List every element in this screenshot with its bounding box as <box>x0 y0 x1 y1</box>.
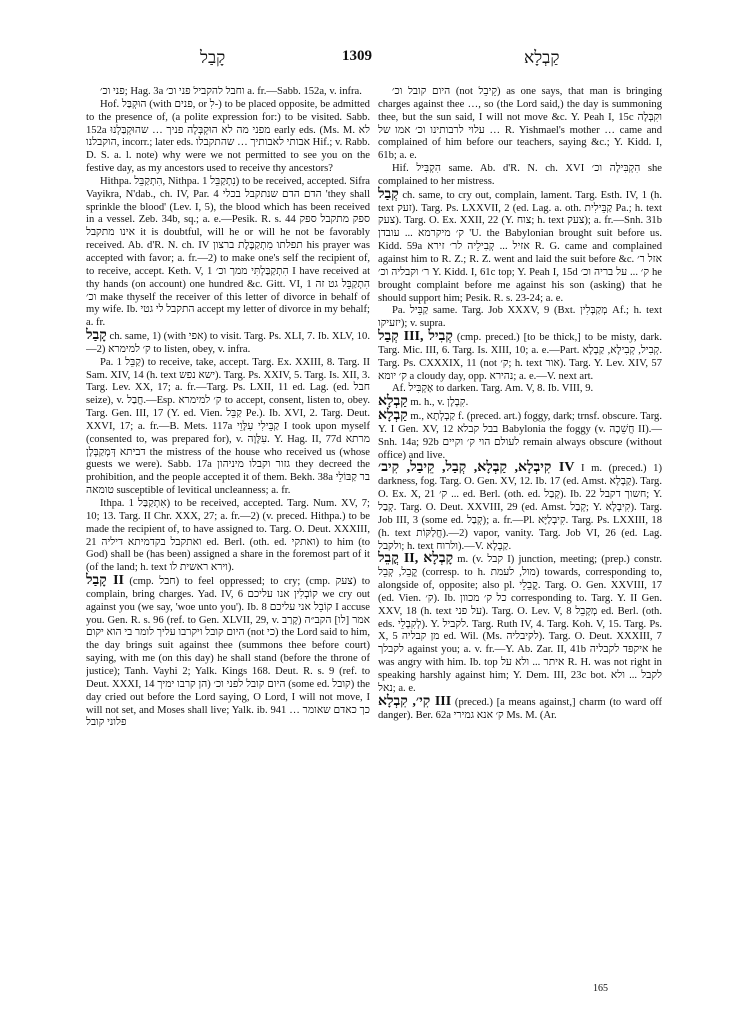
entry-headword: קְבַל III, קְבִיל <box>378 329 453 345</box>
dictionary-entry <box>378 462 662 553</box>
entry-text: m., קַבְלְתָא f. (preced. art.) foggy, dark; trnsf. obscure. Targ. Y. I Gen. XV, 12 בבל קבלא Babylonia the foggy (v. חֲשֵׁכָה II).—Snh. 14a; 92b לעולם הוי ק׳ וקיים remain always obscure (without office) and live. <box>378 411 662 461</box>
entry-text: m. h., v. קִבְלָן. <box>407 397 469 409</box>
entry-paragraph <box>86 357 370 498</box>
dictionary-entry <box>378 396 662 410</box>
page-number: 1309 <box>342 48 372 64</box>
entry-headword: קַבְלָא <box>378 408 408 424</box>
header-headword-right: קַבְלָא <box>524 48 560 67</box>
dictionary-entry <box>378 693 662 723</box>
entry-text: Ithpa. אִתְקַבַּל 1) to be received, accepted. Targ. Num. XV, 7; 10; 13. Targ. II Chr. XXX, 27; a. fr.—2) (v. preced. Hithpa.) to be made the recipient of, to have assigned to. Targ. O. Deut. XXXIII, 21 ואתקבל בקדמיתא דיליה ed. Berl. (oth. ed. ואתקי) to him (to God) shall be (has been) assigned a share in the foremost part of it (of the land; h. text וירא ראשית לו). <box>86 498 370 574</box>
right-column <box>378 86 662 976</box>
entry-text: ch. same, 1) (with אפי) to visit. Targ. Ps. XLI, 7. Ib. XLV, 10.—2) ק׳ למימרא to listen, obey, v. infra. <box>86 331 370 355</box>
entry-paragraph <box>86 498 370 575</box>
entry-text: Af. אַקְבִּיל to darken. Targ. Am. V, 8. Ib. VIII, 9. <box>392 383 594 395</box>
entry-headword: קָבַל <box>86 328 107 344</box>
entry-text: פני וכ׳; Hag. 3a וחבל להקביל פני וכ׳ a. fr.—Sabb. 152a, v. infra. <box>100 86 362 97</box>
entry-text: ch. same, to cry out, complain, lament. Targ. Esth. IV, 1 (h. text זעק). Targ. Ps. LXXVII, 2 (ed. Lag. a. oth. קַבֵּילִית Pa.; h. text צעק). Targ. O. Ex. XXII, 22 (Y. צוח; h. text צעק); a. fr.—Snh. 31b ק׳ מיקרמא ... עובדן 'U. the Babylonian brought suit before us. Kidd. 59a אזיל ... קְבִילֵיה לר׳ זירא R. G. came and complained against him to R. Z.; R. Z. went and laid the suit before &c. אזל ר׳ ר׳ וקבליה וכ׳ Y. Kidd. I, 61c top; Y. Peah I, 15d ק׳ ... על בריה וכ׳ he brought complaint before me against his son (asking) that he should support him; Pesik. R. s. 23-24; a. e. <box>378 189 662 304</box>
entry-paragraph <box>378 163 662 189</box>
dictionary-entry <box>86 330 370 357</box>
entry-text: (cmp. preced.) [to be thick,] to be misty, dark. Targ. Mic. III, 6. Targ. Is. XIII, 10; a. e.—Part. קְבִיל, קְבִילָא, קַבְלָא. Targ. Ps. CXXXIX, 11 (not ק׳; h. text אור). Targ. Y. Lev. XIV, 57 ק׳ יומא a cloudy day, opp. נהירא; a. e.—V. next art. <box>378 332 662 382</box>
entry-paragraph <box>86 99 370 176</box>
entry-paragraph <box>86 86 370 99</box>
entry-text: היום קובל וכ׳ (not קֵיבֵל) as one says, that man is bringing charges against thee …, so (the Lord said,) the day is summoning thee, but the sun said, I will not move &c. Y. Peah I, 15c וקִבְּלָה עלוי לרבותינו וכ׳ אמו של … R. Yishmael's mother … came and complained of him before our teachers, saying &c.; Y. Kidd. I, 61b; a. e. <box>378 86 662 162</box>
entry-text: (cmp. חבל) to feel oppressed; to cry; (cmp. צעק) to complain, bring charges. Yad. IV, 6 קוֹבְלִין אנו עליכם we cry out against you (we say, 'woe unto you'). Ib. 8 קוֹבֵל אני עליכם I accuse you. Gen. R. s. 96 (ref. to Gen. XLVII, 29, v. קָרַב) אמר [לו] הקב״ה היום קובל ויקרבו עליך לומר בי הוא יקום (not כי) the Lord said to him, the day brings suit against thee (summons thee before court) saying, with me (on this day) he shall stand (before the throne of justice); Tanh. Vayhi 2; Yalk. Kings 168. Deut. R. s. 9 (ref. to Deut. XXXI, 14 הן קרבו ימיך) היום קובל לפני וכ׳ (some ed. קובל) the day cried out before the Lord saying, O Lord, I will not move, I will not set, and Moses shall live; Yalk. ib. 941 … כך כאדם שאומר פלוני קובל <box>86 576 370 729</box>
entry-text: Hof. הוּקְבַּל (with פנים, or לִ-) to be placed opposite, be admitted to the presence of, (a polite expression for:) to be visited. Sabb. 152a מפני מה לא הוּקְבְּלָה פניך … שהוּקְבַּלְנוּ early eds. (Ms. M. לא הוקבלנו, incorr.; later eds. אבותי לאבותיך … שהתקבלו Hif.; v. Rabb. D. S. a. l. note) why were we not permitted to see you on the festive day, as my ancestors used to receive thy ancestors? <box>86 98 370 175</box>
entry-text: Hif. הִקְבִּיל same. Ab. d'R. N. ch. XVI הִקְבִּילָה וכ׳ she complained to her mistress. <box>378 163 662 187</box>
dictionary-entry <box>378 410 662 462</box>
entry-paragraph <box>378 305 662 331</box>
entry-headword: קִיבְלָא, קַבְלָא, קְבַל, קֵיבַל, קִיב׳ IV <box>378 460 575 476</box>
dictionary-entry <box>86 575 370 730</box>
running-header <box>80 46 680 76</box>
dictionary-entry <box>378 553 662 695</box>
entry-headword: קְבַל <box>378 186 399 202</box>
entry-paragraph <box>378 383 662 396</box>
entry-text: (preced.) [a means against,] charm (to ward off danger). Ber. 62a ק׳ אנא גמירי Ms. M. (Ar. <box>378 696 662 721</box>
entry-headword: קָבַל II <box>86 573 124 589</box>
entry-text: Hithpa. הִתְקַבֵּל, Nithpa. נִתְקַבֵּל 1) to be received, accepted. Sifra Vayikra, N'dab., ch. IV, Par. 4 הדם הדם שנתקבל בכלי 'they shall sprinkle the blood' (Lev. I, 5), the blood which has been received in a vessel. Zeb. 34b, sq.; a. e.—Pesik. R. s. 44 ספק מתקבל ספק אינו מתקבל it is doubtful, will he or will he not be favorably received. Ab. d'R. N. ch. IV תפלתו מִתְקַבֶּלֶת ברצון his prayer was accepted with favor; a. fr.—2) to make one's self the recipient of, to receive, accept. Keth. V, 1 הִתְקַבַּלְתִּי ממך וכ׳ I have received at thy hands (on account) one hundred &c. Gitt. VI, 1 הִתְקַבֵּל גט זה וכ׳ make thyself the receiver of this letter of divorce in behalf of my wife. Ib. התקבל לי גטי accept my letter of divorce in my behalf; a. fr. <box>86 175 370 329</box>
dictionary-entry <box>378 331 662 383</box>
entry-paragraph <box>86 176 370 330</box>
header-headword-left: קָבַל <box>200 48 226 67</box>
entry-headword: קַבְלָא <box>378 394 408 410</box>
left-column <box>86 86 370 976</box>
entry-paragraph <box>378 86 662 163</box>
entry-text: Pa. קַבֵּל 1) to receive, take, accept. Targ. Ex. XXIII, 8. Targ. II Sam. XIV, 14 (h. text ישא נפש). Targ. Ps. XXIV, 5. Targ. Is. XII, 3. Targ. Lev. XX, 17; a. fr.—Targ. Ps. LXII, 11 ed. Lag. (ed. חבל seize), v. חֲבַל.—Esp. ק׳ למימרא to accept, consent, listen to, obey. Targ. Gen. III, 17 (Y. ed. Vien. קַבֵּל Pe.). Ib. XVI, 2. Targ. Deut. XXVI, 17; a. fr.—B. Mets. 117a קַבֵּילִי עִלָּוֵי I took upon myself (consented to, was prepared for), v. עִלָּוָה. Y. Hag. II, 77d מרתא דביתא דְּמְקַבְּלָן the mistress of the house who received us (whose guests we were). Sabb. 17a גזור וקבלו מיניהון they decreed the prohibition, and the people accepted it of them. Bekh. 38a בר קַבּוֹלֵי טומאה susceptible of levitical uncleanness; a. fr. <box>86 356 370 497</box>
entry-headword: קִי׳, קִבְלָא III <box>378 693 452 709</box>
entry-text: m. (v. קבל I) junction, meeting; (prep.) constr. קֳבֵל, קְבֵל (corresp. to h. מול, לעמת) towards, corresponding to, alongside of, opposite; also pl. קֳבֵלֵי. Targ. O. Gen. XXVIII, 17 (ed. Vien. ק׳). Ib. כל ק׳ מכוון corresponding to. Targ. Y. II Gen. XXV, 18 (h. text על פני). Targ. O. Lev. V, 8 מְקָבֵל ed. Berl. (oth. eds. לְקִבְלֵי). Y. לקביל. Targ. Ruth IV, 4. Targ. Koh. V, 15. Targ. Ps. X, 5 מן קבליה ed. Wil. (Ms. לקיבליה). Targ. O. Deut. XXXIII, 7 לקבלך against you; a. v. fr.—Y. Ab. Zar. II, 41b איקפד לקבליה he was angry with him. Ib. top איתר ... ולא על R. H. was not right in speaking harshly against him; Y. Dem. III, 23c bot. לקבל ... ולא נאל; a. e. <box>378 554 662 694</box>
dictionary-entry <box>378 186 662 306</box>
entry-headword: קֳבֵל II, קָבְלָא <box>378 551 454 567</box>
footer-page-count: 165 <box>593 983 608 994</box>
entry-text: Pa. קַבֵּיל same. Targ. Job XXXV, 9 (Bxt. מְקַבְּלִין Af.; h. text יזעיקו); v. supra. <box>378 305 662 330</box>
entry-text: I m. (preced.) 1) darkness, fog. Targ. O. Gen. XV, 12. Ib. 17 (ed. Amst. קַבְלָא). Targ. O. Ex. X, 21 ק׳ ... ed. Berl. (oth. ed. קְבַל). Ib. 22 חשוך דקבל; Y. קְבַל. Targ. O. Deut. XXVIII, 29 (ed. Amst. קְבַל; Y. קִיבְלָא). Targ. Job III, 3 (some ed. קְבַל); a. fr.—Pl. קִיבְלַיָּא. Targ. Ps. LXXIII, 18 (h. text חֲלַקּוֹת).—2) vapor, vanity. Targ. Job VI, 26 (ed. Lag. ולקבל; h. text ולרוח).—V. קַבְלָא. <box>378 463 662 552</box>
